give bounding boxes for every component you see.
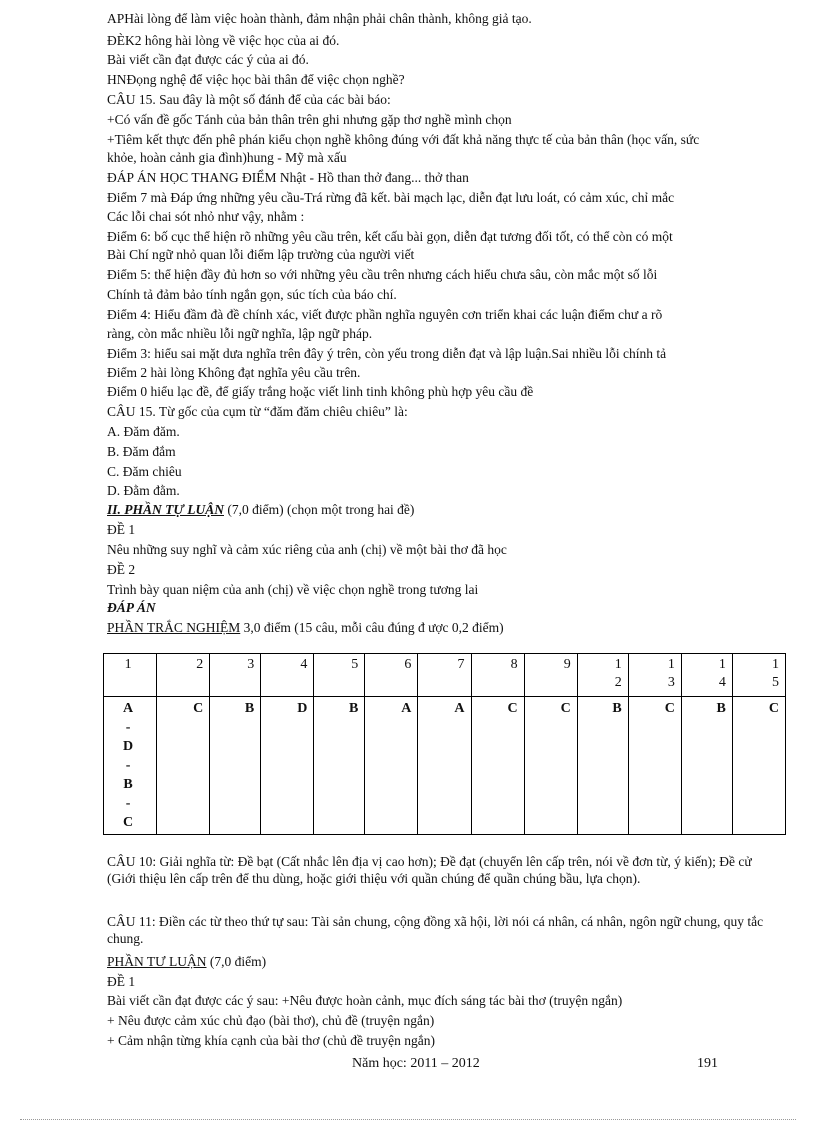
answer-number-cell (524, 654, 577, 697)
footer-school-year: Năm học: 2011 – 2012 (352, 1056, 480, 1071)
text-line: Điểm 5: thể hiện đầy đủ hơn so với những yêu cầu trên nhưng cách hiểu chưa sâu, còn mắc một số lỗi (107, 267, 658, 282)
answer-number-cell (418, 654, 471, 697)
answer-number-cell (365, 654, 418, 697)
answer-number-row (104, 654, 786, 697)
answer-number-cell (628, 654, 681, 697)
essay-title: PHẦN TƯ LUẬN (107, 954, 207, 969)
answer-number: 2 (196, 657, 204, 672)
answer-letter: - (125, 796, 131, 811)
option-b: B. Đăm đắm (107, 444, 176, 459)
essay-de-1-label: ĐỀ 1 (107, 974, 136, 989)
option-d: D. Đằm đằm. (107, 483, 180, 498)
answer-number: 3 (667, 675, 675, 690)
answer-number-cell (681, 654, 732, 697)
answer-letter: D (297, 701, 308, 716)
answer-number: 1 (667, 657, 675, 672)
text-line: Chính tả đảm bảo tính ngắn gọn, súc tích của báo chí. (107, 287, 397, 302)
answer-letter-cell (681, 697, 732, 835)
de-2-label: ĐỀ 2 (107, 562, 136, 577)
text-line: ĐÁP ÁN HỌC THANG ĐIỂM Nhật - Hồ than thở đang... thở than (107, 170, 469, 185)
essay-line: + Nêu được cảm xúc chủ đạo (bài thơ), chủ đề (truyện ngắn) (107, 1013, 435, 1028)
answer-letter: C (664, 701, 675, 716)
text-line: Bài Chí ngữ nhỏ quan lỗi điểm lập trường của người viết (107, 247, 415, 262)
answer-number: 6 (404, 657, 412, 672)
answer-letter: C (768, 701, 779, 716)
answer-number-cell (314, 654, 365, 697)
text-line: Điểm 7 mà Đáp ứng những yêu cầu-Trá rừng đã kết. bài mạch lạc, diễn đạt lưu loát, có cảm xúc, chỉ mắc (107, 190, 675, 205)
answer-letter-cell (157, 697, 210, 835)
answer-letter-row (104, 697, 786, 835)
answer-letter-cell (418, 697, 471, 835)
option-a: A. Đăm đăm. (107, 424, 180, 439)
question-11-answer: CÂU 11: Điền các từ theo thứ tự sau: Tài sản chung, cộng đồng xã hội, lời nói cá nhân, cá nhân, ngôn ngữ chung, quy tắc chung. (107, 914, 764, 946)
answer-number: 3 (247, 657, 255, 672)
de-2-text: Trình bày quan niệm của anh (chị) về việc chọn nghề trong tương lai (107, 582, 479, 597)
part-2-heading (107, 501, 414, 518)
answer-number-cell (732, 654, 785, 697)
de-1-text: Nêu những suy nghĩ và cảm xúc riêng của anh (chị) về một bài thơ đã học (107, 542, 507, 557)
answer-letter: C (560, 701, 571, 716)
answer-letter: C (193, 701, 204, 716)
page-divider (20, 1119, 796, 1120)
text-line: CÂU 15. Sau đây là một số đánh để của các bài báo: (107, 92, 391, 107)
answers-section-title (107, 619, 504, 636)
text-line: Điểm 2 hài lòng Không đạt nghĩa yêu cầu trên. (107, 365, 361, 380)
text-line: ĐÈK2 hông hài lòng về việc học của ai đó. (107, 33, 340, 48)
answer-number: 1 (772, 657, 779, 672)
essay-line: + Cảm nhận từng khía cạnh của bài thơ (chủ đề truyện ngắn) (107, 1033, 435, 1048)
text-line: HNĐọng nghệ để việc học bài thân để việc chọn nghề? (107, 72, 405, 87)
text-line: Điểm 3: hiểu sai mặt dưa nghĩa trên đây ý trên, còn yếu trong diễn đạt và lập luận.Sai nhiều lỗi chính tả (107, 346, 667, 361)
answer-letter: A (401, 701, 412, 716)
text-line: Điểm 4: Hiểu đầm đà đề chính xác, viết được phần nghĩa nguyên cơn triển khai các luận điểm chư a rõ (107, 307, 663, 322)
text-line: APHài lòng để làm việc hoàn thành, đảm nhận phải chân thành, không giả tạo. (107, 11, 532, 26)
text-line: +Tiêm kết thực đến phê phán kiểu chọn nghề không đúng với đất khả năng thực tế của bản thân (học vấn, sức (107, 132, 700, 147)
answer-letter: B (348, 701, 359, 716)
answer-letter: A (454, 701, 465, 716)
answer-letter: C (507, 701, 518, 716)
answer-letter-cell (471, 697, 524, 835)
answer-number: 7 (457, 657, 465, 672)
text-line: khỏe, hoàn cảnh gia đình)hung - Mỹ mà xấu (107, 150, 347, 165)
answer-number: 2 (614, 675, 622, 690)
part-2-heading-tail: (7,0 điểm) (chọn một trong hai đề) (223, 502, 415, 517)
answer-letter: - (125, 720, 131, 735)
answer-letter: - (125, 758, 131, 773)
text-line: ràng, còn mắc nhiều lỗi ngữ nghĩa, lập ngữ pháp. (107, 326, 373, 341)
answer-number-cell (210, 654, 261, 697)
answer-letter-cell (732, 697, 785, 835)
answers-section-label: PHẦN TRẮC NGHIỆM (107, 620, 241, 635)
answer-number: 9 (563, 657, 571, 672)
answer-letter-cell (577, 697, 628, 835)
answer-number: 5 (351, 657, 359, 672)
answer-letter: B (244, 701, 255, 716)
answer-number-cell (577, 654, 628, 697)
option-c: C. Đăm chiêu (107, 464, 182, 479)
answer-number: 8 (510, 657, 518, 672)
answer-number-cell (471, 654, 524, 697)
essay-heading (107, 953, 266, 970)
answer-letter: C (123, 815, 134, 830)
question-10-answer: CÂU 10: Giải nghĩa từ: Đề bạt (Cất nhắc lên địa vị cao hơn); Đề đạt (chuyển lên cấp trên, nói về đơn từ, ý kiến); Đề cử (Giới thiệu lên cấp trên để thu dùng, hoặc giới thiệu với quần chúng để quần chúng bầu, lựa chọn). (107, 854, 752, 886)
essay-line: Bài viết cần đạt được các ý sau: +Nêu được hoàn cảnh, mục đích sáng tác bài thơ (truyện ngắn) (107, 993, 623, 1008)
text-line: Bài viết cần đạt được các ý của ai đó. (107, 52, 309, 67)
answer-number: 1 (124, 657, 132, 672)
answer-number-cell (261, 654, 314, 697)
answer-letter: B (123, 777, 133, 792)
answer-letter: D (123, 739, 134, 754)
answer-letter-cell (104, 697, 157, 835)
answer-number: 4 (718, 675, 726, 690)
answer-letter-cell (365, 697, 418, 835)
footer-page-number: 191 (697, 1056, 718, 1071)
text-line: Điểm 6: bố cục thể hiện rõ những yêu cầu trên, kết cấu bài gọn, diễn đạt tương đối tốt, có thể còn có một (107, 229, 673, 244)
de-1-label: ĐỀ 1 (107, 522, 136, 537)
answers-heading: ĐÁP ÁN (107, 600, 156, 615)
text-line: +Có vấn đề gốc Tánh của bản thân trên ghi nhưng gặp thơ nghề mình chọn (107, 112, 512, 127)
answer-number: 1 (614, 657, 622, 672)
text-line: Điểm 0 hiểu lạc đề, để giấy trắng hoặc viết linh tinh không phù hợp yêu cầu đề (107, 384, 534, 399)
question-15-stem: CÂU 15. Từ gốc của cụm từ “đăm đăm chiêu chiêu” là: (107, 404, 408, 419)
essay-title-tail: (7,0 điểm) (206, 954, 267, 969)
answer-table (103, 653, 786, 835)
answer-letter-cell (628, 697, 681, 835)
answer-letter-cell (261, 697, 314, 835)
answer-number-cell (157, 654, 210, 697)
answer-number: 4 (300, 657, 308, 672)
answer-letter-cell (524, 697, 577, 835)
answer-letter: B (612, 701, 622, 716)
part-2-heading-title: II. PHẦN TỰ LUẬN (107, 502, 224, 517)
answer-letter: A (123, 701, 134, 716)
text-line: Các lỗi chai sót nhỏ như vậy, nhằm : (107, 209, 305, 224)
answer-letter: B (716, 701, 726, 716)
answer-number-cell (104, 654, 157, 697)
answer-letter-cell (210, 697, 261, 835)
answers-section-tail: 3,0 điểm (15 câu, mỗi câu đúng đ ược 0,2 điểm) (240, 620, 504, 635)
answer-number: 5 (772, 675, 779, 690)
answer-letter-cell (314, 697, 365, 835)
answer-number: 1 (718, 657, 726, 672)
